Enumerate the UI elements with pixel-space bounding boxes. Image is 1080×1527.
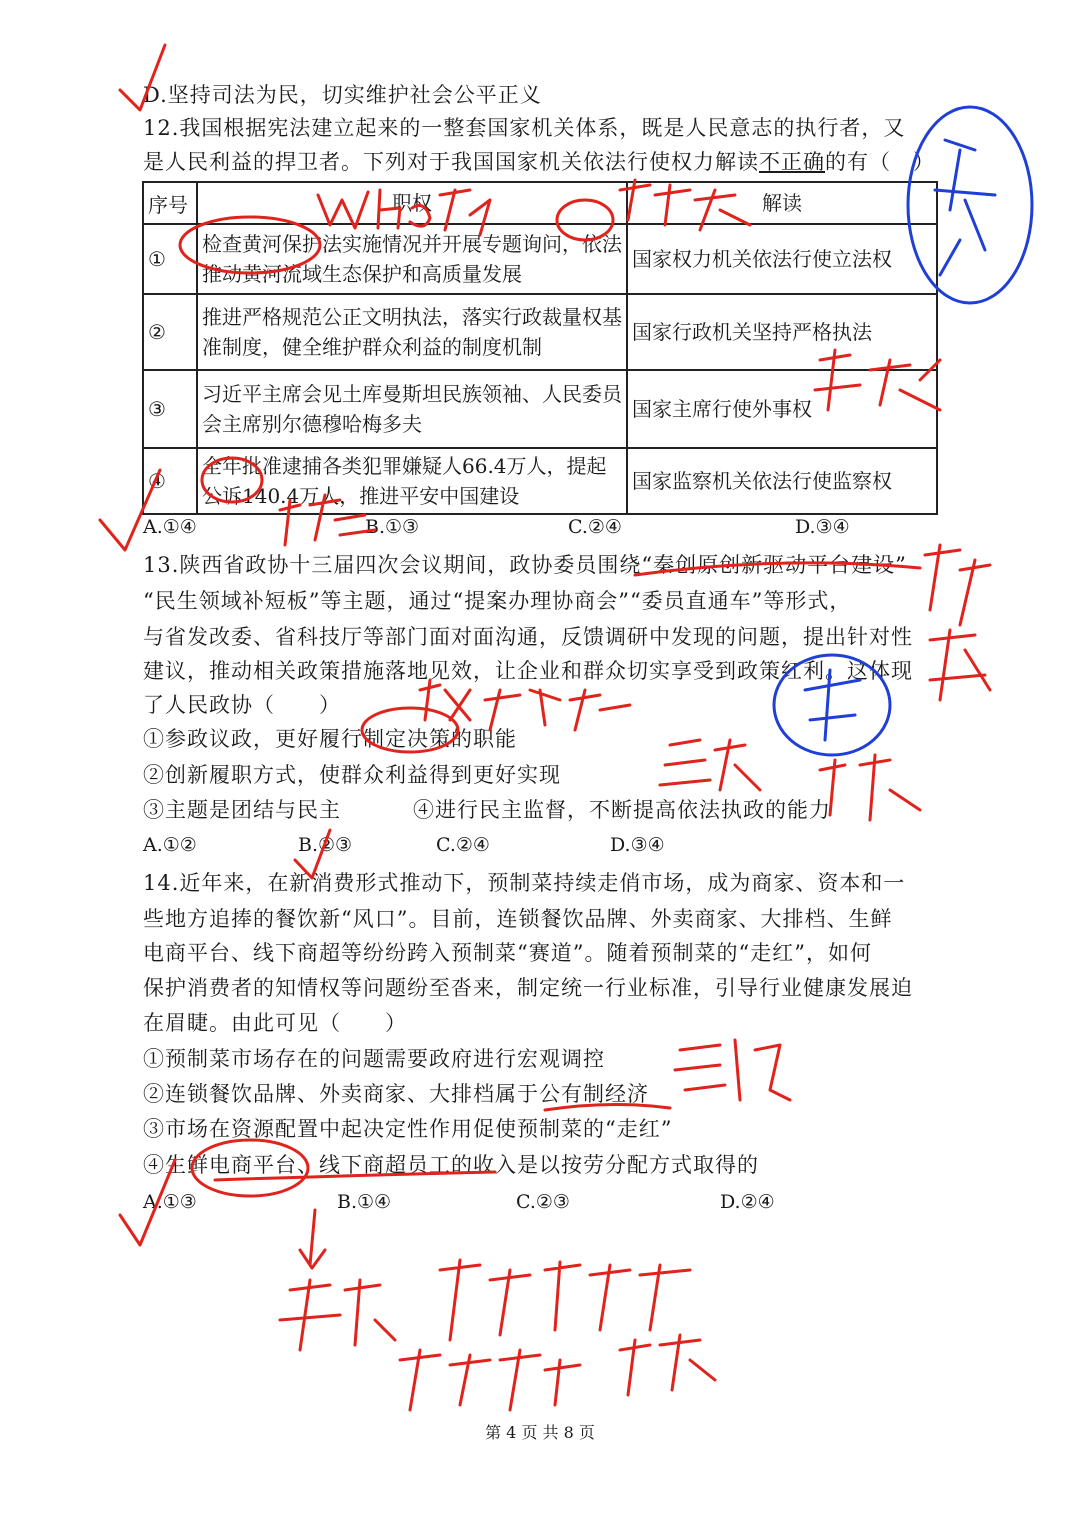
q14-stem-line4: 保护消费者的知情权等问题纷至沓来，制定统一行业标准，引导行业健康发展迫	[143, 976, 913, 1000]
q14-stem-line2: 些地方追捧的餐饮新“风口”。目前，连锁餐饮品牌、外卖商家、大排档、生鲜	[143, 907, 893, 931]
handwritten-note	[820, 755, 920, 820]
q12-option-c: C.②④	[568, 516, 622, 538]
q14-statement-2: ②连锁餐饮品牌、外卖商家、大排档属于公有制经济	[143, 1082, 649, 1106]
blue-scribble	[935, 140, 995, 275]
blue-circle-mark	[908, 107, 1032, 303]
handwritten-note	[675, 1040, 790, 1100]
header-reading: 解读	[627, 182, 937, 224]
handwritten-note	[925, 545, 990, 700]
header-number: 序号	[143, 182, 197, 224]
handwritten-note	[318, 190, 490, 235]
arrow-down	[300, 1210, 325, 1268]
q14-statement-3: ③市场在资源配置中起决定性作用促使预制菜的“走红”	[143, 1117, 673, 1141]
handwritten-note	[420, 680, 630, 730]
row-number: ④	[143, 448, 197, 514]
q13-statement-1: ①参政议政，更好履行制定决策的职能	[143, 727, 517, 751]
row-number: ③	[143, 370, 197, 448]
row-power: 全年批准逮捕各类犯罪嫌疑人66.4万人，提起公诉140.4万人，推进平安中国建设	[197, 448, 627, 514]
q14-option-b: B.①④	[337, 1191, 392, 1213]
handwritten-note	[440, 1260, 690, 1340]
q12-option-a: A.①④	[143, 516, 197, 538]
q14-option-d: D.②④	[720, 1191, 775, 1213]
check-mark	[100, 470, 160, 550]
q12-stem-text: 是人民利益的捍卫者。下列对于我国国家机关依法行使权力解读	[143, 150, 759, 174]
q13-option-b: B.②③	[298, 834, 353, 856]
row-number: ①	[143, 224, 197, 294]
handwritten-note	[280, 495, 375, 545]
q14-option-c: C.②③	[516, 1191, 570, 1213]
handwritten-note	[620, 1335, 715, 1395]
underline-stroke	[545, 1104, 670, 1110]
q13-option-a: A.①②	[143, 834, 197, 856]
q12-stem-paren: 的有（ ）	[825, 150, 935, 174]
q13-stem-line3: 与省发改委、省科技厅等部门面对面沟通，反馈调研中发现的问题，提出针对性	[143, 625, 913, 649]
row-reading: 国家权力机关依法行使立法权	[627, 224, 937, 294]
q13-statement-3: ③主题是团结与民主	[143, 798, 341, 822]
row-reading: 国家监察机关依法行使监察权	[627, 448, 937, 514]
q14-stem-line5: 在眉睫。由此可见（ ）	[143, 1011, 407, 1035]
blue-circle-mark	[774, 655, 890, 755]
circle-mark	[362, 708, 458, 752]
row-reading: 国家行政机关坚持严格执法	[627, 294, 937, 370]
handwritten-note	[620, 180, 750, 230]
q14-statement-1: ①预制菜市场存在的问题需要政府进行宏观调控	[143, 1047, 605, 1071]
q13-stem-line2: “民生领域补短板”等主题，通过“提案办理协商会”“委员直通车”等形式，	[143, 589, 852, 613]
underline-stroke	[635, 563, 920, 575]
circle-mark	[557, 200, 613, 240]
handwritten-note	[815, 350, 940, 410]
circle-mark	[180, 217, 320, 273]
handwritten-note	[400, 1350, 580, 1410]
q13-option-c: C.②④	[436, 834, 490, 856]
row-power: 习近平主席会见土库曼斯坦民族领袖、人民委员会主席别尔德穆哈梅多夫	[197, 370, 627, 448]
row-power: 推进严格规范公正文明执法，落实行政裁量权基准制度，健全维护群众利益的制度机制	[197, 294, 627, 370]
q14-stem-line3: 电商平台、线下商超等纷纷跨入预制菜“赛道”。随着预制菜的“走红”，如何	[143, 941, 872, 965]
header-power: 职权	[197, 182, 627, 224]
q14-stem-line1: 14.近年来，在新消费形式推动下，预制菜持续走俏市场，成为商家、资本和一	[143, 871, 906, 895]
underline-stroke	[215, 1172, 495, 1180]
blue-scribble	[805, 670, 860, 740]
row-reading: 国家主席行使外事权	[627, 370, 937, 448]
q13-stem-line4: 建议，推动相关政策措施落地见效，让企业和群众切实享受到政策红利。这体现	[143, 659, 913, 683]
q14-statement-4: ④生鲜电商平台、线下商超员工的收入是以按劳分配方式取得的	[143, 1153, 759, 1177]
q14-option-a: A.①③	[143, 1191, 197, 1213]
q12-option-b: B.①③	[365, 516, 420, 538]
q11-option-d: D.坚持司法为民，切实维护社会公平正义	[143, 83, 542, 107]
q13-stem-line1: 13.陕西省政协十三届四次会议期间，政协委员围绕“秦创原创新驱动平台建设”	[143, 553, 907, 577]
check-mark	[120, 1160, 175, 1245]
check-mark	[295, 830, 330, 878]
q12-keyword-incorrect: 不正确	[759, 150, 825, 174]
circle-mark	[202, 458, 262, 502]
q13-stem-line5: 了人民政协（ ）	[143, 693, 341, 717]
q13-statement-2: ②创新履职方式，使群众利益得到更好实现	[143, 763, 561, 787]
handwritten-note	[280, 1280, 395, 1350]
q12-stem-line1: 12.我国根据宪法建立起来的一整套国家机关体系，既是人民意志的执行者，又	[143, 116, 906, 140]
check-mark	[120, 45, 165, 110]
handwritten-note	[660, 740, 760, 790]
row-number: ②	[143, 294, 197, 370]
q13-option-d: D.③④	[610, 834, 665, 856]
row-power: 检查黄河保护法实施情况并开展专题询问，依法推动黄河流域生态保护和高质量发展	[197, 224, 627, 294]
circle-mark	[192, 1140, 308, 1196]
q12-option-d: D.③④	[795, 516, 850, 538]
page-footer: 第 4 页 共 8 页	[485, 1423, 595, 1442]
q13-statement-4: ④进行民主监督，不断提高依法执政的能力	[413, 798, 831, 822]
